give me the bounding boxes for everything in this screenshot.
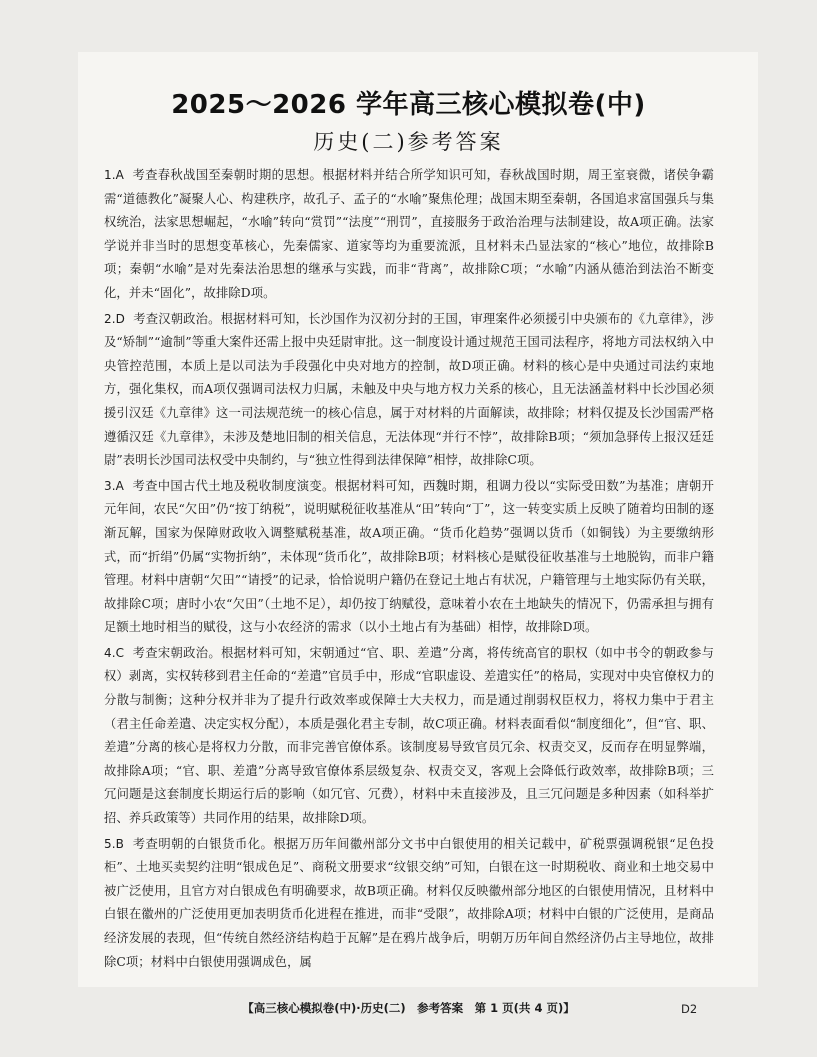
answer-item-5 — [104, 833, 714, 975]
answer-item-1 — [104, 164, 714, 306]
answer-text: 考查中国古代土地及税收制度演变。根据材料可知，西魏时期，租调力役以“实际受田数”为基准；唐朝开元年间，农民“欠田”仍“按丁纳税”，说明赋税征收基准从“田”转向“丁”，这一转变实质上反映了随着均田制的逐渐瓦解，国家为保障财政收入调整赋税基准，故A项正确。“货币化趋势”强调以货币（如铜钱）为主要缴纳形式，而“折绢”仍属“实物折纳”，未体现“货币化”，故排除B项；材料核心是赋役征收基准与土地脱钩，而非户籍管理。材料中唐朝“欠田”“请授”的记录，恰恰说明户籍仍在登记土地占有状况，户籍管理与土地实际仍有关联，故排除C项；唐时小农“欠田”（土地不足），却仍按丁纳赋役，意味着小农在土地缺失的情况下，仍需承担与拥有足额土地时相当的赋役，这与小农经济的需求（以小土地占有为基础）相悖，故排除D项。 — [104, 478, 714, 635]
page-subtitle: 历史(二)参考答案 — [313, 130, 504, 154]
answer-text: 考查宋朝政治。根据材料可知，宋朝通过“官、职、差遣”分离，将传统高官的职权（如中书令的朝政参与权）剥离，实权转移到君主任命的“差遣”官员手中，形成“官职虚设、差遣实任”的格局，实现对中央官僚权力的分散与制衡；这种分权并非为了提升行政效率或保障士大夫权力，而是通过削弱权臣权力，将权力集中于君主（君主任命差遣、决定实权分配），本质是强化君主专制，故C项正确。材料表面看似“制度细化”，但“官、职、差遣”分离的核心是将权力分散，而非完善官僚体系。该制度易导致官员冗余、权责交叉，反而存在明显弊端，故排除A项；“官、职、差遣”分离导致官僚体系层级复杂、权责交叉，客观上会降低行政效率，故排除B项；三冗问题是这套制度长期运行后的影响（如冗官、冗费），材料中未直接涉及，且三冗问题是多种因素（如科举扩招、养兵政策等）共同作用的结果，故排除D项。 — [104, 645, 714, 826]
answer-item-2 — [104, 308, 714, 473]
answer-list — [104, 164, 714, 976]
answer-text: 考查春秋战国至秦朝时期的思想。根据材料并结合所学知识可知，春秋战国时期，周王室衰微，诸侯争霸需“道德教化”凝聚人心、构建秩序，故孔子、孟子的“水喻”聚焦伦理；战国末期至秦朝，各国追求富国强兵与集权统治，法家思想崛起，“水喻”转向“赏罚”“法度”“刑罚”，直接服务于政治治理与法制建设，故A项正确。法家学说并非当时的思想变革核心，先秦儒家、道家等均为重要流派，且材料未凸显法家的“核心”地位，故排除B项；秦朝“水喻”是对先秦法治思想的继承与实践，而非“背离”，故排除C项；“水喻”内涵从德治到法治不断变化，并未“固化”，故排除D项。 — [104, 168, 714, 300]
paper-code: D2 — [681, 1002, 698, 1016]
answer-item-3 — [104, 475, 714, 640]
answer-number: 2.D — [104, 311, 125, 326]
page-footer: 【高三核心模拟卷(中)·历史(二) 参考答案 第 1 页(共 4 页)】 — [242, 1001, 575, 1015]
answer-item-4 — [104, 642, 714, 831]
answer-text: 考查明朝的白银货币化。根据万历年间徽州部分文书中白银使用的相关记载中，矿税票强调税银“足色投柜”、土地买卖契约注明“银成色足”、商税文册要求“纹银交纳”可知，白银在这一时期税收、商业和土地交易中被广泛使用，且官方对白银成色有明确要求，故B项正确。材料仅反映徽州部分地区的白银使用情况，且材料中白银在徽州的广泛使用更加表明货币化进程在推进，而非“受限”，故排除A项；材料中白银的广泛使用，是商品经济发展的表现，但“传统自然经济结构趋于瓦解”是在鸦片战争后，明朝万历年间自然经济仍占主导地位，故排除C项；材料中白银使用强调成色，属 — [104, 836, 714, 969]
answer-text: 考查汉朝政治。根据材料可知，长沙国作为汉初分封的王国，审理案件必须援引中央颁布的《九章律》，涉及“矫制”“逾制”等重大案件还需上报中央廷尉审批。这一制度设计通过规范王国司法程序，将地方司法权纳入中央管控范围，本质上是以司法为手段强化中央对地方的控制，故D项正确。材料的核心是中央通过司法约束地方，强化集权，而A项仅强调司法权力归属，未触及中央与地方权力关系的核心，且无法涵盖材料中长沙国必须援引汉廷《九章律》这一司法规范统一的核心信息，属于对材料的片面解读，故排除；材料仅提及长沙国需严格遵循汉廷《九章律》，未涉及楚地旧制的相关信息，无法体现“并行不悖”，故排除B项；“须加急驿传上报汉廷廷尉”表明长沙国司法权受中央制约，与“独立性得到法律保障”相悖，故排除C项。 — [104, 311, 714, 468]
answer-number: 1.A — [104, 168, 124, 182]
answer-number: 4.C — [104, 645, 125, 660]
answer-number: 5.B — [104, 836, 124, 851]
answer-number: 3.A — [104, 478, 124, 493]
page-title: 2025～2026 学年高三核心模拟卷(中) — [171, 90, 646, 120]
